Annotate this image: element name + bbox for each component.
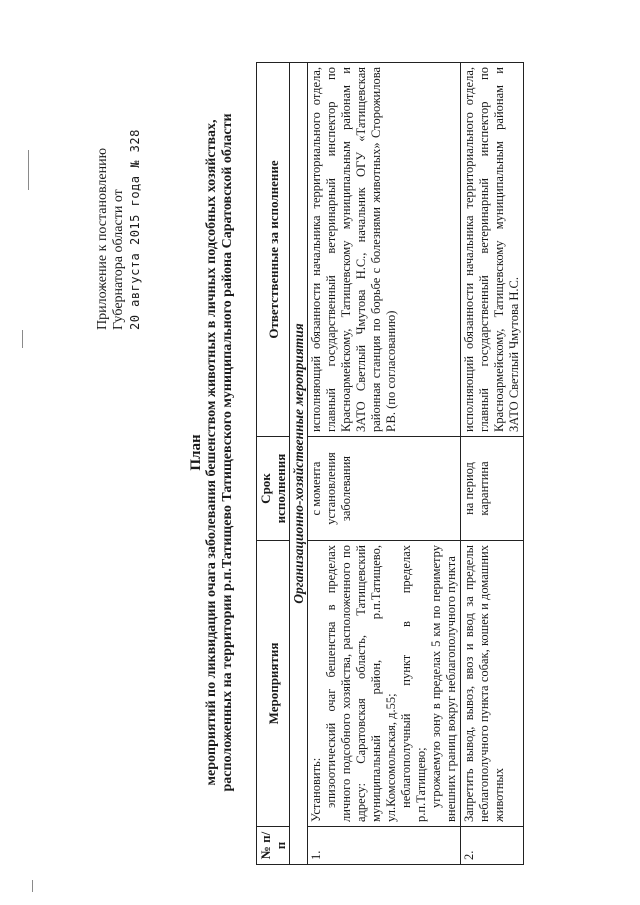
event-line: неблагополучный пункт в пределах р.п.Татищево; — [399, 545, 428, 822]
row-responsible: исполняющий обязанности начальника территориального отдела, главный государственный ветеринарный инспектор по Красноармейскому, Татищевскому муниципальным районам и ЗАТО Светлый Чмутова Н.С., начальник ОГУ «Татищевская районная станция по борьбе с болезнями животных» Сторожилова Р.В. (по согласованию) — [308, 63, 461, 437]
row-term: с момента установления заболевания — [308, 437, 461, 541]
table-row — [308, 63, 461, 865]
table-row — [461, 63, 524, 865]
appendix-line: Губернатора области от — [111, 189, 126, 330]
event-line: Установить: — [309, 757, 323, 822]
document-subtitle: расположенных на территории р.п.Татищево Татищевского муниципального района Саратовской области — [220, 113, 235, 792]
appendix-note — [95, 30, 143, 330]
event-line: Запретить вывод, вывоз, ввоз и ввод за пределы неблагополучного пункта собак, кошек и домашних животных — [462, 545, 506, 822]
column-header-events: Мероприятия — [257, 541, 290, 827]
row-responsible: исполняющий обязанности начальника территориального отдела, главный государственный ветеринарный инспектор по Красноармейскому, Татищевскому муниципальным районам и ЗАТО Светлый Чмутова Н.С. — [461, 63, 524, 437]
document-subtitle: мероприятий по ликвидации очага заболевания бешенством животных в личных подсобных хозяйствах, — [204, 119, 219, 786]
table-section-row — [290, 63, 308, 865]
column-header-responsible: Ответственные за исполнение — [257, 63, 290, 437]
column-header-number: № п/п — [257, 827, 290, 865]
document-heading — [188, 30, 236, 875]
appendix-date-number: 20 августа 2015 года № 328 — [128, 129, 142, 330]
row-term: на период карантина — [461, 437, 524, 541]
event-line: эпизоотический очаг бешенства в пределах личного подсобного хозяйства, расположенного по адресу: Саратовская область, Татищевский муниципальный район, р.п.Татищево, ул.Комсомольская, д.55; — [324, 545, 398, 822]
table-header-row — [257, 63, 290, 865]
row-number: 2. — [461, 827, 524, 865]
section-title: Организационно-хозяйственные мероприятия — [290, 63, 308, 865]
appendix-line: Приложение к постановлению — [95, 147, 110, 330]
row-number: 1. — [308, 827, 461, 865]
event-line: угрожаемую зону в пределах 5 км по периметру внешних границ вокруг неблагополучного пункта — [429, 545, 458, 822]
column-header-term: Срок исполнения — [257, 437, 290, 541]
row-event — [308, 541, 461, 827]
document-title: План — [188, 434, 204, 471]
plan-table — [256, 62, 524, 865]
row-event — [461, 541, 524, 827]
